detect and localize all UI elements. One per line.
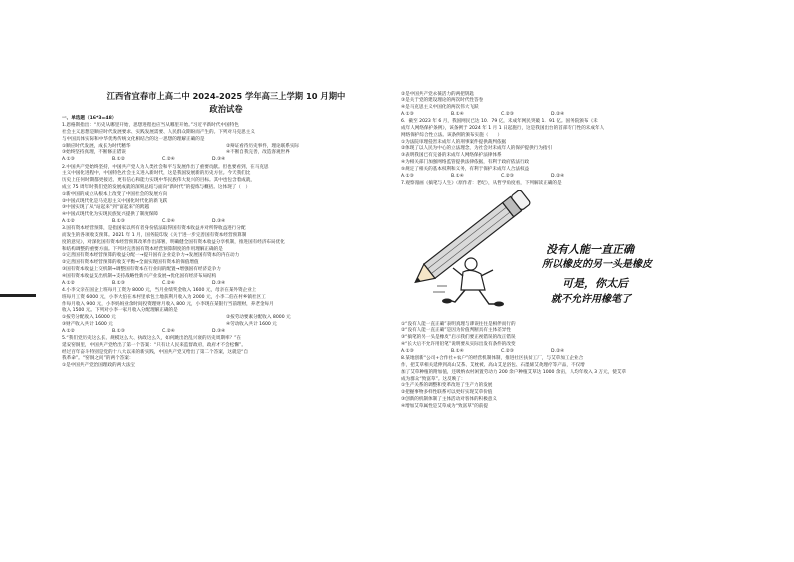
question-5: [62, 336, 390, 370]
statement-option: ④不断自我完善，改造客观世界: [226, 150, 290, 156]
question-text: 而发生的各项收支预算。2021 年 1 月，国务院印发《关于进一步完善国有资本经营预算制: [62, 233, 247, 239]
answer-option: C.②③: [501, 348, 514, 354]
answer-option: A.①③: [401, 111, 414, 117]
cartoon-caption: 所以橡皮的另一头是橡皮: [542, 258, 652, 270]
answer-option: A.①③: [401, 348, 414, 354]
statement-option: ③创新的机制体制了主体活动对客体的积极意义: [401, 396, 497, 402]
statement-option: ④劳动收入共计 1600 元: [226, 321, 277, 327]
answer-option: B.①②: [112, 157, 125, 163]
answer-option: B.①④: [451, 173, 464, 179]
question-text: 成年人网络保护条例》，该条例于 2024 年 1 月 1 日起施行，这是我国出台的首部专门性的未成年人: [401, 125, 605, 131]
answer-option: D.②④: [551, 173, 565, 179]
pencil-runner-icon: [401, 190, 551, 320]
statement-option: ①为法院审理侵害未成年人的刑事案件提供裁判依据: [401, 139, 507, 145]
question-8: [401, 356, 719, 410]
answer-option: A.①③: [401, 173, 414, 179]
statement-option: ②按劳动要素分配收入 8000 元: [226, 315, 291, 321]
cartoon-illustration: [401, 190, 719, 320]
statement-option: ②体现了以人民为中心的立法理念，为社会对未成年人的保护提供行为指引: [401, 146, 553, 152]
answer-option: C.②④: [162, 280, 175, 286]
statement-option: ①“没有人能一直正确”表明真理与谬误往往是相伴而行的: [401, 321, 516, 327]
statement-option: ④是马克思主义中国化的两次伟大飞跃: [401, 105, 479, 111]
answer-option: D.②④: [551, 111, 565, 117]
question-text: 主义中国化进程中，中国特色社会主义进入新时代，这是我国发展新的历史方位。今天我们比: [62, 171, 251, 177]
answer-option: C.②③: [501, 111, 514, 117]
question-text: 作每月收入 900 元，小李妈妈业余时间投资理财月收入 800 元，小李现在某银行当前理财，养老金每月: [62, 301, 274, 307]
question-3: [62, 226, 390, 287]
answer-option: D.③④: [212, 328, 226, 334]
answer-option: C.②④: [162, 157, 175, 163]
statement-option: ②是中国共产党永葆活力的两把钥匙: [401, 91, 475, 97]
exam-title-line2: 政治试卷: [209, 104, 243, 114]
statement-option: ①是中国共产党治国理政的两大法宝: [62, 363, 136, 369]
answer-option: D.③④: [212, 280, 226, 286]
question-text: 6．截至 2023 年 6 月，我国网民已达 10．79 亿，未成年网民突破 1．91 亿。国务院颁布《未: [401, 119, 598, 125]
answer-option: A.①②: [62, 328, 75, 334]
question-4: [62, 288, 390, 336]
statement-option: ②“没有人能一直正确”是因为价值判断具有主体差异性: [401, 328, 511, 334]
statement-option: ③是关于党的建设理论的两次时代性答卷: [401, 98, 484, 104]
statement-option: ⑤规定了相关的基本权利和义务，有利于保护未成年人合法权益: [401, 166, 530, 172]
question-6: [401, 119, 719, 180]
question-text: 4.小李父亲在国企上班每月工资为 8000 元，当月业绩奖金收入 1600 元，母亲在某外资企业上: [62, 287, 257, 293]
answer-option: B.①④: [451, 348, 464, 354]
cartoon-caption: 就不允许用橡笔了: [551, 293, 631, 305]
answer-option: A.①③: [62, 157, 75, 163]
statement-option: ③始终坚持真理，不断修正错误: [62, 150, 126, 156]
answer-option: B.①③: [112, 280, 125, 286]
question-text: 1.恩格斯指出：“历史从哪里开始，思想进程也应当从哪里开始。”习近平新时代中国特色: [62, 123, 239, 129]
statement-option: ③“搞笔的另一头是橡皮”启示我们要正视错误的改正错误: [401, 335, 516, 341]
cartoon-caption: 没有人能一直正确: [546, 242, 634, 256]
statement-option: ④增加艾草属性是艾草成为“致富草”的前提: [401, 403, 488, 409]
statement-option: ①生产关系的调整和变革改进了生产力的发展: [401, 383, 493, 389]
answer-option: C.②③: [501, 173, 514, 179]
statement-option: ③表明我国已有完备的未成年人网络保护法律体系: [401, 153, 502, 159]
section-heading: 一、单选题（16*3=48）: [62, 116, 117, 121]
answer-option: C.②④: [162, 218, 175, 224]
question-1: [62, 123, 390, 164]
question-text: 成立 75 周年时我们党的发展成就的深刻总结与面向“新时代”的提炼与概括。这体现了（ ）: [62, 184, 251, 190]
question-7: [401, 181, 719, 356]
question-text: 我革命”。“窑洞之问”的两个答案：: [62, 356, 134, 362]
statement-option: ②中国式现代化是马克思主义中国化时代化的新飞跃: [62, 198, 168, 204]
question-5-continued: [401, 92, 719, 119]
answer-option: D.③④: [212, 157, 226, 163]
left-column: [62, 90, 390, 370]
statement-option: ①顺应时代发展，成长为时代精华: [62, 143, 131, 149]
answer-option: B.①④: [451, 111, 464, 117]
question-text: 与中国具体实际和中华优秀传统文化相结合的这一思想的理解正确的是: [62, 136, 205, 142]
answer-option: A.①②: [62, 280, 75, 286]
answer-option: C.②④: [162, 328, 175, 334]
question-text: 7.观察漫画《搞笔与人生》（原作者：老纪），从哲学角度看，下列解读正确的是: [401, 180, 562, 186]
question-2: [62, 165, 390, 226]
question-text: 2.中国共产党始终坚持，中国共产党人为人类社会和平与发展作出了重要贡献。但也要看到，在马克思: [62, 164, 269, 170]
statement-option: ④“长大后不允许用铅笔”说明要从实际出发有条件的改变: [401, 342, 516, 348]
exam-title-line1: 江西省宜春市上高二中 2024-2025 学年高三上学期 10 月期中: [106, 91, 346, 101]
statement-option: ④国有资本收益支出机制→支持战略性新兴产业发展→优化国有经济布局结构: [62, 273, 217, 279]
question-text: 经过百年奋斗特别是党的十八大以来的新实践，中国共产党又给出了第二个答案，这就是“自: [62, 349, 249, 355]
right-column: [401, 91, 719, 411]
statement-option: ①按劳分配收入 16000 元: [62, 315, 116, 321]
answer-option: B.①③: [112, 218, 125, 224]
question-text: 收入 1500 元。下列对小李一家月收入分配理解正确的是: [62, 308, 178, 314]
statement-option: ③国有资本收益上交机制→调整国有资本在行业间的配置→增强国有经济竞争力: [62, 267, 221, 273]
statement-option: ②辩证看待历史事件，理论联系实际: [226, 143, 300, 149]
statement-option: ①新中国的成立从根本上改变了中国社会的发展方向: [62, 191, 168, 197]
statement-option: ①完善国有资本经营预算的收益分配一→提升国有企业竞争力→发展国有资本的内在动力: [62, 253, 240, 259]
statement-option: ③中国实现了从“站起来”到“富起来”的跨越: [62, 205, 150, 211]
statement-option: ④中国式现代化为实现民族复兴提供了制度保障: [62, 212, 158, 218]
question-text: 加了艾草种植的附加值，还吸纳农村闲置劳动力 200 余户种植艾草达 1000 余亩，人均年收入 3 万元，使艾草: [401, 369, 627, 375]
question-text: 历史上任何时期都更接近、更有信心和能力实现中华民族伟大复兴的目标。其中也包含着成就，: [62, 178, 255, 184]
question-text: 社会主义思想是顺应时代发展要求、实践发展需要、人民群众期盼而产生的。下列对马克思主义: [62, 130, 255, 136]
question-text: 作，把艾草相关延伸到高山艾茶、艾枕被、高山艾足浴包、石墨烯艾灸理疗等产品，不仅增: [401, 362, 585, 368]
question-text: 8.某地创新“公司+合作社+农户”的经营机制体制，推进社区扶贫工厂，与艾草加工企业合: [401, 356, 584, 362]
question-text: 5.“我们党历史这么长、规模这么大、执政这么久，如何跳出治乱兴衰的历史周期率？”在: [62, 336, 242, 341]
question-text: 成为群众“致富草”。这反映了：: [401, 376, 466, 382]
margin-bar: [0, 294, 36, 297]
question-text: 和结构调整的重要方面。下列对完善国有资本经营预算制度的作用理解正确的是: [62, 246, 223, 252]
answer-option: D.③④: [212, 218, 226, 224]
cartoon-caption: 可是，你太后: [562, 276, 628, 290]
question-text: 延安窑洞里，中国共产党给出了第一个答案：“只有让人民来监督政府，政府才不会松懈”。: [62, 342, 246, 348]
statement-option: ②完善国有资本经营预算的收支平衡→全面实现国有资本的保值增值: [62, 260, 199, 266]
question-text: 班每月工资 6000 元，小李大伯在本村里承包土地获利月收入为 2000 元，小李二伯在村乡镇社区工: [62, 294, 266, 300]
statement-option: ②把握事物多样性联系可以更好实现艾草价值: [401, 390, 493, 396]
answer-option: A.①②: [62, 218, 75, 224]
statement-option: ④为相关部门加强网络监管提供法律依据，有利于政府依法行政: [401, 159, 530, 165]
answer-option: B.①③: [112, 328, 125, 334]
question-text: 度的意见》，对深化国有资本经营预算改革作出部署，明确健全国有资本收益分享机制，推进国有经济布局优化: [62, 239, 285, 245]
question-text: 网络保护综合性立法。该条例的颁布实施（ ）: [401, 132, 503, 138]
question-text: 3.国有资本经营预算，是指国家以所有者身份依法取得国有资本收益并对所得收益进行分配: [62, 226, 246, 232]
answer-option: D.②④: [551, 348, 565, 354]
statement-option: ③财产收入共计 1600 元: [62, 321, 113, 327]
